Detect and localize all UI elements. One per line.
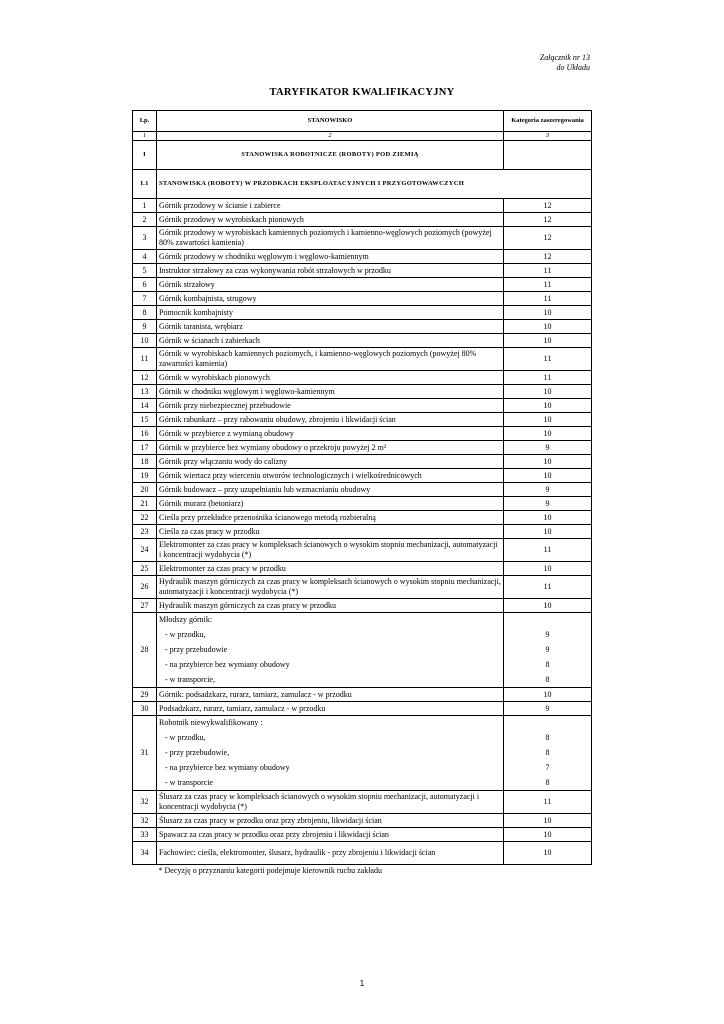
row-number: 20 bbox=[133, 483, 157, 497]
row-number: 29 bbox=[133, 688, 157, 702]
position-name: Górnik przy włączaniu wody do calizny bbox=[157, 455, 504, 469]
row-number: 32 bbox=[133, 791, 157, 814]
position-name: Górnik taranista, wrębiarz bbox=[157, 320, 504, 334]
category-value: 10 bbox=[504, 525, 592, 539]
table-row bbox=[133, 264, 592, 278]
category-value: 10 bbox=[504, 814, 592, 828]
position-name: Górnik w przybierce z wymianą obudowy bbox=[157, 427, 504, 441]
category-value: 9 bbox=[545, 645, 550, 654]
position-subitem: - przy przebudowie bbox=[165, 645, 228, 654]
row-number: 26 bbox=[133, 576, 157, 599]
category-value: 11 bbox=[504, 278, 592, 292]
position-name: Górnik przodowy w chodniku węglowym i węglowo-kamiennym bbox=[157, 250, 504, 264]
row-number: 34 bbox=[133, 842, 157, 865]
table-row bbox=[133, 576, 592, 599]
table-row bbox=[133, 413, 592, 427]
category-value: 9 bbox=[504, 497, 592, 511]
position-subitem: - w transporcie, bbox=[165, 675, 215, 684]
category-value: 10 bbox=[504, 306, 592, 320]
row-number: 33 bbox=[133, 828, 157, 842]
table-row bbox=[133, 791, 592, 814]
position-group-head: Młodszy górnik: bbox=[159, 615, 213, 624]
header-row bbox=[133, 111, 592, 132]
position-name: Górnik w przybierce bez wymiany obudowy o przekroju powyżej 2 m² bbox=[157, 441, 504, 455]
row-number: 13 bbox=[133, 385, 157, 399]
position-name: Hydraulik maszyn górniczych za czas pracy w kompleksach ścianowych o wysokim stopniu mechanizacji, automatyzacji i koncentracji wydobycia (*) bbox=[157, 576, 504, 599]
category-value: 11 bbox=[504, 539, 592, 562]
category-value: 12 bbox=[504, 213, 592, 227]
position-subitem: - przy przebudowie, bbox=[165, 748, 230, 757]
table-row bbox=[133, 599, 592, 613]
row-number: 25 bbox=[133, 562, 157, 576]
row-number: 14 bbox=[133, 399, 157, 413]
table-row bbox=[133, 539, 592, 562]
table-row bbox=[133, 427, 592, 441]
category-value: 11 bbox=[504, 348, 592, 371]
position-name: Górnik wiertacz przy wierceniu otworów technologicznych i wielkośrednicowych bbox=[157, 469, 504, 483]
row-number: 19 bbox=[133, 469, 157, 483]
table-row bbox=[133, 348, 592, 371]
position-subitem: - w przodku, bbox=[165, 630, 206, 639]
section-row-I bbox=[133, 141, 592, 170]
table-row bbox=[133, 702, 592, 716]
category-value: 7 bbox=[545, 763, 550, 772]
table-row bbox=[133, 227, 592, 250]
category-group bbox=[504, 716, 592, 791]
category-value: 12 bbox=[504, 199, 592, 213]
category-value: 11 bbox=[504, 791, 592, 814]
table-row bbox=[133, 320, 592, 334]
footnote-row bbox=[133, 865, 592, 878]
category-value: 10 bbox=[504, 562, 592, 576]
position-name: Górnik w wyrobiskach kamiennych poziomych, i kamienno-węglowych poziomych (powyżej 80% zawartości kamienia) bbox=[157, 348, 504, 371]
col-number-2: 2 bbox=[157, 132, 504, 141]
row-number: 1 bbox=[133, 199, 157, 213]
row-number: 7 bbox=[133, 292, 157, 306]
position-name: Hydraulik maszyn górniczych za czas pracy w przodku bbox=[157, 599, 504, 613]
position-name: Górnik przodowy w ścianie i zabierce bbox=[157, 199, 504, 213]
document-title: TARYFIKATOR KWALIFIKACYJNY bbox=[269, 87, 455, 98]
table-row bbox=[133, 199, 592, 213]
row-number: 3 bbox=[133, 227, 157, 250]
table-row bbox=[133, 483, 592, 497]
position-name: Cieśla przy przekładce przenośnika ścianowego metodą rozbieralną bbox=[157, 511, 504, 525]
col-number-1: 1 bbox=[133, 132, 157, 141]
position-name: Górnik: podsadzkarz, rurarz, tamiarz, zamulacz - w przodku bbox=[157, 688, 504, 702]
category-value: 9 bbox=[504, 702, 592, 716]
table-row bbox=[133, 455, 592, 469]
position-name: Górnik rabunkarz – przy rabowaniu obudowy, zbrojeniu i likwidacji ścian bbox=[157, 413, 504, 427]
col-header-lp: Lp. bbox=[133, 111, 157, 132]
position-name: Górnik przodowy w wyrobiskach kamiennych poziomych i kamienno-węglowych poziomych (powyżej 80% zawartości kamienia) bbox=[157, 227, 504, 250]
position-subitem: - na przybierce bez wymiany obudowy bbox=[165, 660, 290, 669]
row-number: 10 bbox=[133, 334, 157, 348]
table-row bbox=[133, 441, 592, 455]
row-number: 11 bbox=[133, 348, 157, 371]
category-value: 9 bbox=[504, 483, 592, 497]
row-number: 15 bbox=[133, 413, 157, 427]
section-number: I bbox=[133, 141, 157, 170]
row-number: 4 bbox=[133, 250, 157, 264]
tariff-table-body bbox=[133, 111, 592, 878]
row-number: 2 bbox=[133, 213, 157, 227]
category-value: 10 bbox=[504, 385, 592, 399]
row-number: 23 bbox=[133, 525, 157, 539]
row-number: 9 bbox=[133, 320, 157, 334]
row-number: 18 bbox=[133, 455, 157, 469]
row-number: 30 bbox=[133, 702, 157, 716]
category-group bbox=[504, 613, 592, 688]
row-number: 31 bbox=[133, 716, 157, 791]
table-row bbox=[133, 399, 592, 413]
category-value: 10 bbox=[504, 399, 592, 413]
category-value: 10 bbox=[504, 842, 592, 865]
row-number: 21 bbox=[133, 497, 157, 511]
row-number: 6 bbox=[133, 278, 157, 292]
position-name: Górnik budowacz – przy uzupełnianiu lub wzmacnianiu obudowy bbox=[157, 483, 504, 497]
subsection-number: I.1 bbox=[133, 170, 157, 199]
col-header-category: Kategoria zaszeregowania bbox=[504, 111, 592, 132]
category-value: 8 bbox=[545, 778, 550, 787]
category-value: 10 bbox=[504, 320, 592, 334]
annex-label bbox=[540, 53, 590, 73]
category-blank bbox=[506, 716, 589, 730]
position-group bbox=[157, 716, 504, 791]
subsection-title: STANOWISKA (ROBOTY) W PRZODKACH EKSPLOATACYJNYCH I PRZYGOTOWAWCZYCH bbox=[157, 170, 592, 199]
section-empty-cell bbox=[504, 141, 592, 170]
position-subitem: - na przybierce bez wymiany obudowy bbox=[165, 763, 290, 772]
table-row bbox=[133, 250, 592, 264]
category-value: 10 bbox=[504, 828, 592, 842]
table-row bbox=[133, 842, 592, 865]
row-number: 5 bbox=[133, 264, 157, 278]
table-row bbox=[133, 525, 592, 539]
position-name: Spawacz za czas pracy w przodku oraz przy zbrojeniu i likwidacji ścian bbox=[157, 828, 504, 842]
row-number: 27 bbox=[133, 599, 157, 613]
column-number-row bbox=[133, 132, 592, 141]
table-row bbox=[133, 511, 592, 525]
annex-line-1: Załącznik nr 13 bbox=[539, 53, 590, 62]
row-number: 12 bbox=[133, 371, 157, 385]
position-name: Górnik kombajnista, strugowy bbox=[157, 292, 504, 306]
section-row-I1 bbox=[133, 170, 592, 199]
col-header-position: STANOWISKO bbox=[157, 111, 504, 132]
category-value: 11 bbox=[504, 292, 592, 306]
position-name: Elektromonter za czas pracy w przodku bbox=[157, 562, 504, 576]
category-value: 10 bbox=[504, 511, 592, 525]
row-number: 32 bbox=[133, 814, 157, 828]
table-row bbox=[133, 828, 592, 842]
annex-line-2: do Układu bbox=[556, 63, 590, 72]
table-row bbox=[133, 385, 592, 399]
row-number: 17 bbox=[133, 441, 157, 455]
category-value: 8 bbox=[545, 675, 550, 684]
row-number: 24 bbox=[133, 539, 157, 562]
table-row bbox=[133, 278, 592, 292]
position-name: Podsadzkarz, rurarz, tamiarz, zamulacz - w przodku bbox=[157, 702, 504, 716]
page-number: 1 bbox=[359, 979, 365, 988]
position-group bbox=[157, 613, 504, 688]
section-title: STANOWISKA ROBOTNICZE (ROBOTY) POD ZIEMIĄ bbox=[157, 141, 504, 170]
category-value: 10 bbox=[504, 427, 592, 441]
category-value: 10 bbox=[504, 413, 592, 427]
position-group-head: Robotnik niewykwalifikowany : bbox=[159, 718, 263, 727]
position-name: Elektromonter za czas pracy w kompleksach ścianowych o wysokim stopniu mechanizacji, automatyzacji i koncentracji wydobycia (*) bbox=[157, 539, 504, 562]
category-value: 12 bbox=[504, 227, 592, 250]
footnote-spacer bbox=[133, 865, 157, 878]
position-name: Ślusarz za czas pracy w kompleksach ścianowych o wysokim stopniu mechanizacji, automatyzacji i koncentracji wydobycia (*) bbox=[157, 791, 504, 814]
category-value: 10 bbox=[504, 334, 592, 348]
position-name: Fachowiec: cieśla, elektromonter, ślusarz, hydraulik - przy zbrojeniu i likwidacji ścian bbox=[157, 842, 504, 865]
position-name: Górnik przy niebezpiecznej przebudowie bbox=[157, 399, 504, 413]
position-name: Pomocnik kombajnisty bbox=[157, 306, 504, 320]
table-row bbox=[133, 814, 592, 828]
category-value: 10 bbox=[504, 688, 592, 702]
position-subitem: - w przodku, bbox=[165, 733, 206, 742]
table-row-group bbox=[133, 613, 592, 688]
table-row bbox=[133, 292, 592, 306]
category-value: 8 bbox=[545, 733, 550, 742]
table-row bbox=[133, 213, 592, 227]
position-name: Ślusarz za czas pracy w przodku oraz przy zbrojeniu, likwidacji ścian bbox=[157, 814, 504, 828]
position-name: Górnik w wyrobiskach pionowych bbox=[157, 371, 504, 385]
category-value: 10 bbox=[504, 599, 592, 613]
category-value: 11 bbox=[504, 371, 592, 385]
category-value: 10 bbox=[504, 455, 592, 469]
position-subitem: - w transporcie bbox=[165, 778, 213, 787]
position-name: Górnik w chodniku węglowym i węglowo-kamiennym bbox=[157, 385, 504, 399]
category-value: 10 bbox=[504, 469, 592, 483]
row-number: 28 bbox=[133, 613, 157, 688]
table-row-group bbox=[133, 716, 592, 791]
position-name: Górnik strzałowy bbox=[157, 278, 504, 292]
position-name: Górnik murarz (betoniarz) bbox=[157, 497, 504, 511]
table-row bbox=[133, 688, 592, 702]
table-row bbox=[133, 334, 592, 348]
position-name: Górnik przodowy w wyrobiskach pionowych bbox=[157, 213, 504, 227]
position-name: Instruktor strzałowy za czas wykonywania robót strzałowych w przodku bbox=[157, 264, 504, 278]
col-number-3: 3 bbox=[504, 132, 592, 141]
table-row bbox=[133, 497, 592, 511]
category-value: 11 bbox=[504, 576, 592, 599]
category-value: 8 bbox=[545, 660, 550, 669]
table-row bbox=[133, 306, 592, 320]
category-value: 11 bbox=[504, 264, 592, 278]
table-row bbox=[133, 371, 592, 385]
category-value: 9 bbox=[545, 630, 550, 639]
row-number: 22 bbox=[133, 511, 157, 525]
position-name: Górnik w ścianach i zabierkach bbox=[157, 334, 504, 348]
position-name: Cieśla za czas pracy w przodku bbox=[157, 525, 504, 539]
footnote: * Decyzję o przyznaniu kategorii podejmuje kierownik ruchu zakładu bbox=[158, 866, 382, 876]
tariff-table bbox=[132, 110, 592, 877]
category-value: 12 bbox=[504, 250, 592, 264]
category-value: 8 bbox=[545, 748, 550, 757]
category-blank bbox=[506, 613, 589, 627]
row-number: 8 bbox=[133, 306, 157, 320]
category-value: 9 bbox=[504, 441, 592, 455]
row-number: 16 bbox=[133, 427, 157, 441]
table-row bbox=[133, 469, 592, 483]
table-row bbox=[133, 562, 592, 576]
